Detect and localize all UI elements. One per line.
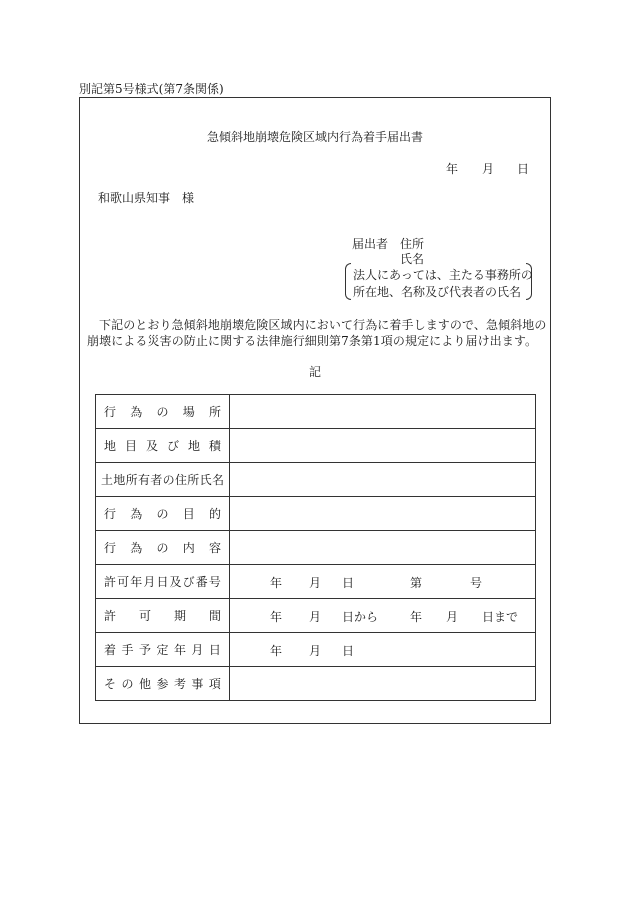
- period-to-year: 年: [410, 610, 423, 624]
- row-label: 土 地 所 有 者 の 住 所 氏 名: [101, 473, 224, 487]
- start-date-day: 日: [342, 644, 355, 658]
- row-label: 着 手 予 定 年 月 日: [104, 643, 221, 657]
- value-cell: [230, 599, 536, 633]
- corporate-note-line2: 所在地、名称及び代表者の氏名: [353, 285, 522, 299]
- permit-date-month: 月: [309, 576, 322, 590]
- value-cell: [230, 497, 536, 531]
- row-label: 行 為 の 内 容: [104, 541, 221, 555]
- table-row: [96, 497, 536, 531]
- corporate-note-bracket: [345, 263, 532, 300]
- form-reference: 別記第5号様式(第7条関係): [79, 82, 224, 96]
- row-label-cell: [96, 497, 230, 531]
- row-label: 許 可 期 間: [104, 609, 221, 623]
- value-cell: [230, 395, 536, 429]
- period-from-month: 月: [309, 610, 322, 624]
- bracket-left: [345, 263, 351, 300]
- value-cell: [230, 565, 536, 599]
- row-label: 地 目 及 び 地 積: [104, 439, 221, 453]
- address-label: 住所: [400, 237, 425, 251]
- date-year: 年: [446, 162, 459, 176]
- table-row: [96, 667, 536, 701]
- period-to-day: 日まで: [482, 610, 519, 624]
- row-label-cell: [96, 633, 230, 667]
- table-row: [96, 633, 536, 667]
- table-row: [96, 565, 536, 599]
- row-label-cell: [96, 667, 230, 701]
- permit-date-year: 年: [270, 576, 283, 590]
- period-from-day: 日から: [342, 610, 379, 624]
- items-table: [95, 394, 536, 701]
- period-from-year: 年: [270, 610, 283, 624]
- row-label-cell: [96, 429, 230, 463]
- table-row: [96, 395, 536, 429]
- row-label: 行 為 の 目 的: [104, 507, 221, 521]
- row-label-cell: [96, 565, 230, 599]
- table-row: [96, 599, 536, 633]
- row-label-cell: [96, 395, 230, 429]
- value-cell: [230, 463, 536, 497]
- addressee: 和歌山県知事 様: [98, 191, 195, 205]
- row-label-cell: [96, 599, 230, 633]
- name-label: 氏名: [400, 252, 425, 266]
- notifier-label: 届出者: [352, 237, 389, 251]
- date-day: 日: [517, 162, 530, 176]
- row-label: 行 為 の 場 所: [104, 405, 221, 419]
- permit-number-go: 号: [470, 576, 483, 590]
- corporate-note-line1: 法人にあっては、主たる事務所の: [353, 268, 533, 282]
- table-row: [96, 429, 536, 463]
- value-cell: [230, 633, 536, 667]
- period-to-month: 月: [446, 610, 459, 624]
- document-title: 急傾斜地崩壊危険区域内行為着手届出書: [206, 130, 423, 144]
- row-label: 許 可 年 月 日 及 び 番 号: [104, 575, 221, 589]
- start-date-year: 年: [270, 644, 283, 658]
- permit-date-day: 日: [342, 576, 355, 590]
- table-row: [96, 463, 536, 497]
- body-text: 下記のとおり急傾斜地崩壊危険区域内において行為に着手しますので、急傾斜地の崩壊による災害の防止に関する法律施行細則第7条第1項の規定により届け出ます。: [87, 318, 547, 348]
- row-label: そ の 他 参 考 事 項: [104, 677, 221, 691]
- start-date-month: 月: [309, 644, 322, 658]
- table-row: [96, 531, 536, 565]
- permit-number-dai: 第: [410, 576, 423, 590]
- date-month: 月: [482, 162, 495, 176]
- value-cell: [230, 667, 536, 701]
- row-label-cell: [96, 531, 230, 565]
- value-cell: [230, 429, 536, 463]
- row-label-cell: [96, 463, 230, 497]
- ki-heading: 記: [308, 365, 321, 379]
- value-cell: [230, 531, 536, 565]
